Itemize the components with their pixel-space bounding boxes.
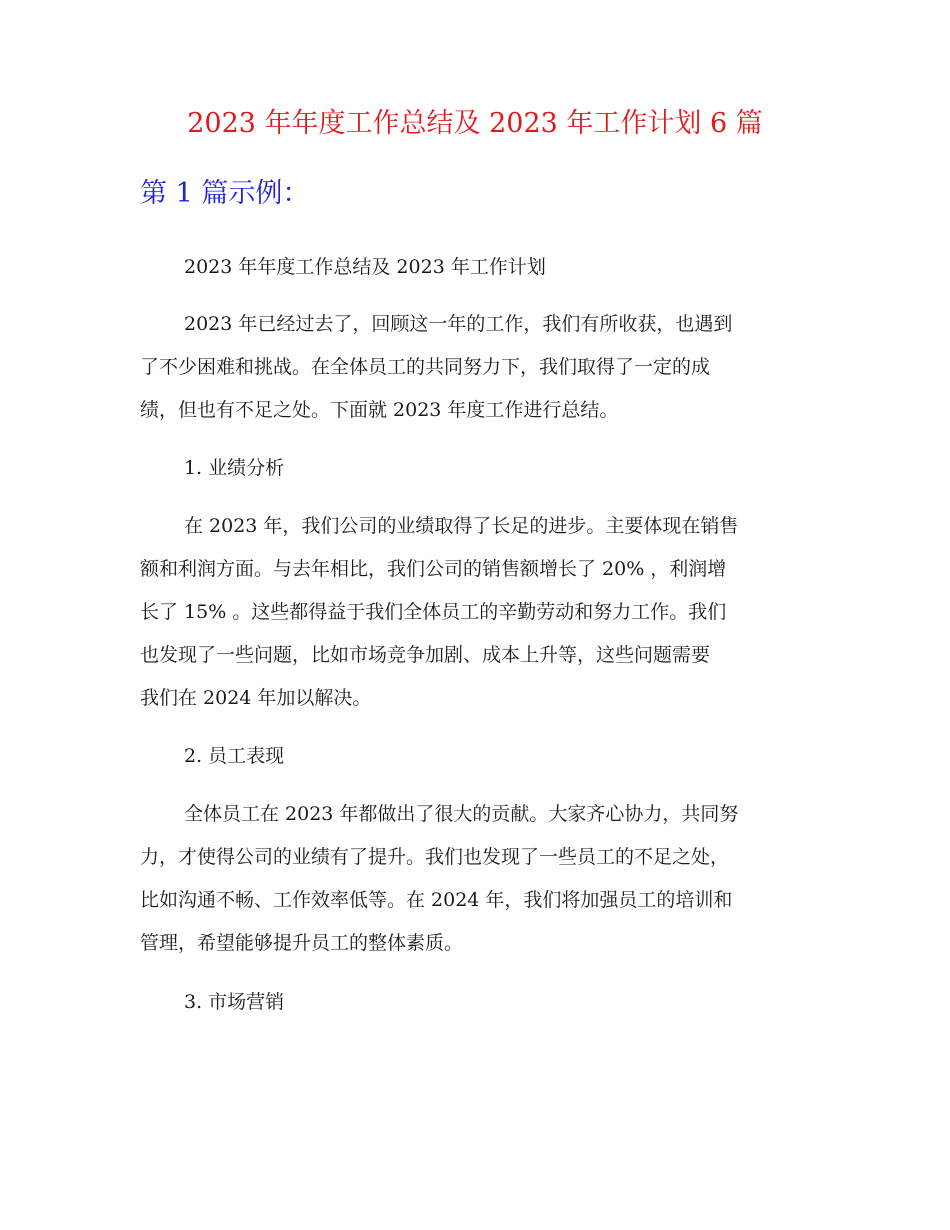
- paragraph-line: 力，才使得公司的业绩有了提升。我们也发现了一些员工的不足之处，: [140, 846, 730, 868]
- paragraph-line: 在 2023 年，我们公司的业绩取得了长足的进步。主要体现在销售: [184, 515, 739, 537]
- section-heading: 1. 业绩分析: [184, 457, 285, 479]
- section-heading: 3. 市场营销: [184, 991, 285, 1013]
- paragraph-line: 我们在 2024 年加以解决。: [140, 687, 372, 709]
- intro-line: 2023 年已经过去了，回顾这一年的工作，我们有所收获，也遇到: [184, 313, 733, 335]
- intro-line: 绩，但也有不足之处。下面就 2023 年度工作进行总结。: [140, 399, 619, 421]
- paragraph-line: 比如沟通不畅、工作效率低等。在 2024 年，我们将加强员工的培训和: [140, 889, 733, 911]
- paragraph-line: 长了 15% 。这些都得益于我们全体员工的辛勤劳动和努力工作。我们: [140, 601, 727, 623]
- intro-line: 了不少困难和挑战。在全体员工的共同努力下，我们取得了一定的成: [140, 356, 711, 378]
- example-heading: 第 1 篇示例：: [140, 178, 310, 209]
- section-heading: 2. 员工表现: [184, 745, 285, 767]
- document-title: 2023 年年度工作总结及 2023 年工作计划 6 篇: [187, 108, 763, 139]
- paragraph-line: 管理，希望能够提升员工的整体素质。: [140, 932, 464, 954]
- paragraph-line: 也发现了一些问题，比如市场竞争加剧、成本上升等，这些问题需要: [140, 644, 711, 666]
- subtitle: 2023 年年度工作总结及 2023 年工作计划: [184, 256, 546, 278]
- paragraph-line: 全体员工在 2023 年都做出了很大的贡献。大家齐心协力，共同努: [184, 803, 739, 825]
- paragraph-line: 额和利润方面。与去年相比，我们公司的销售额增长了 20% ，利润增: [140, 558, 727, 580]
